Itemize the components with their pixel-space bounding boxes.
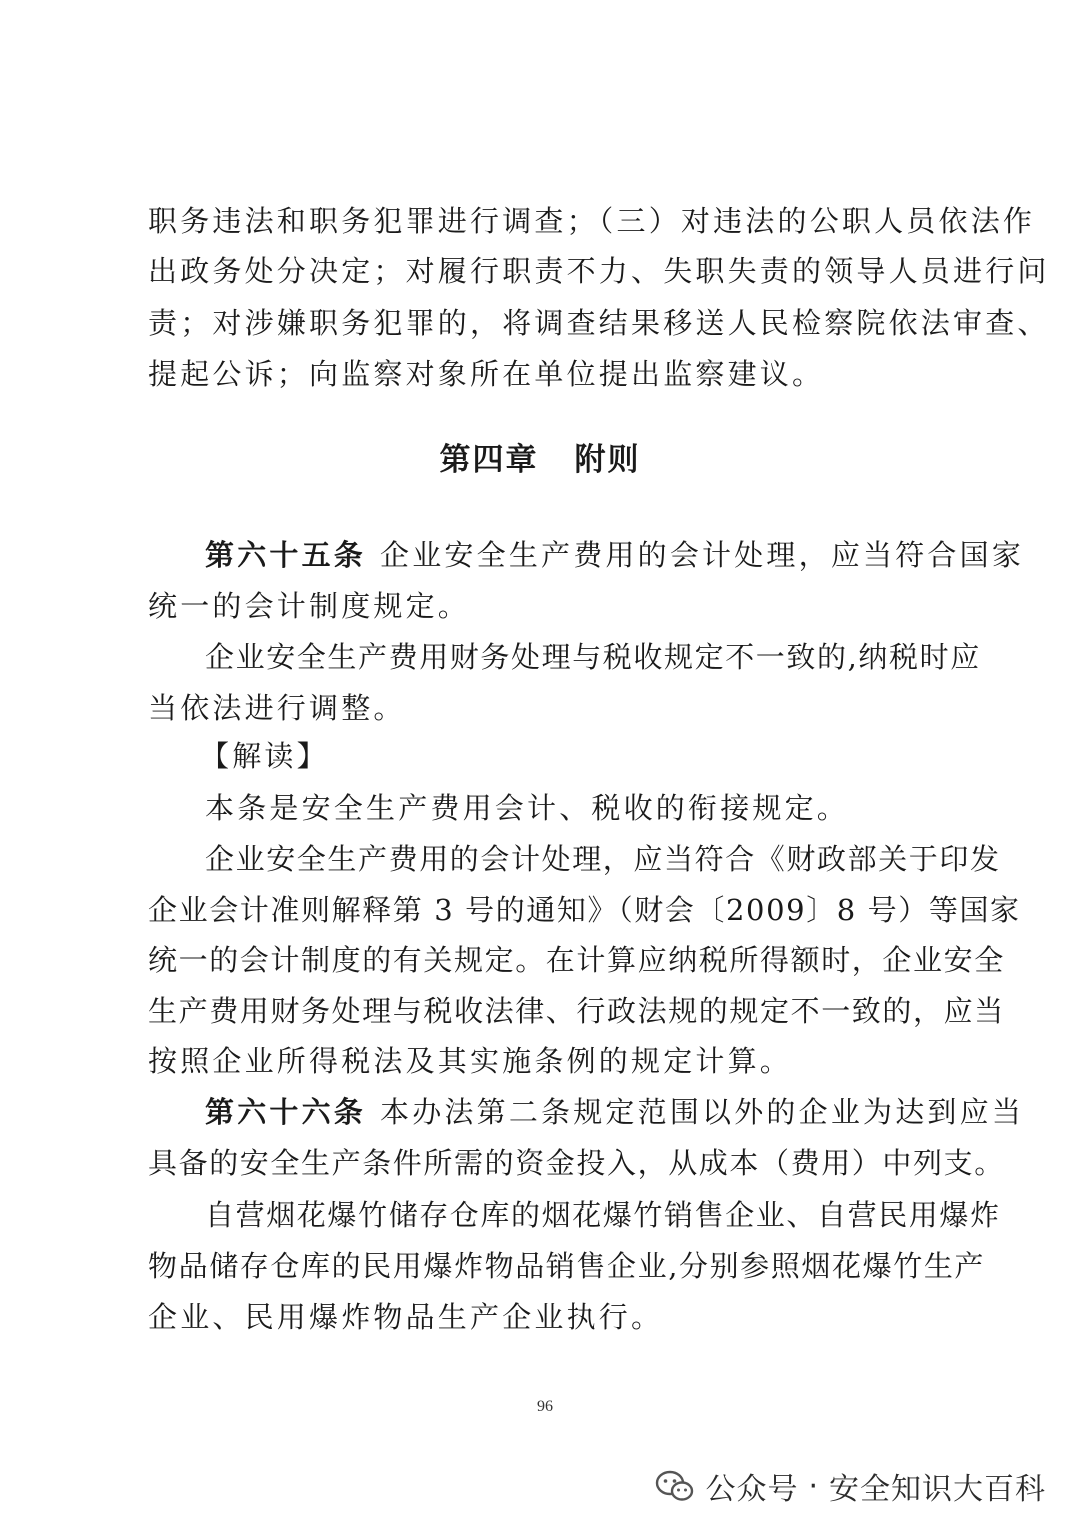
article-65-text: 企业安全生产费用的会计处理，应当符合国家 (380, 538, 1025, 572)
article-66-text: 本办法第二条规定范围以外的企业为达到应当 (380, 1095, 1025, 1129)
article-65-line-1 (205, 535, 1025, 575)
article-65-para2-line-1: 企业安全生产费用财务处理与税收规定不一致的,纳税时应 (205, 640, 981, 674)
article-66-para2-line-3: 企业、民用爆炸物品生产企业执行。 (148, 1300, 664, 1334)
watermark (655, 1464, 1046, 1508)
continued-paragraph-line-1: 职务违法和职务犯罪进行调查；（三）对违法的公职人员依法作 (148, 204, 1036, 238)
article-65-label: 第六十五条 (205, 538, 367, 572)
interpretation-para-2-line-3: 统一的会计制度的有关规定。在计算应纳税所得额时，企业安全 (148, 943, 1005, 977)
article-66-para2-line-2: 物品储存仓库的民用爆炸物品销售企业,分别参照烟花爆竹生产 (148, 1249, 986, 1283)
chapter-heading (0, 440, 1080, 480)
interpretation-para-2-line-2: 企业会计准则解释第 3 号的通知》（财会〔2009〕8 号）等国家 (148, 893, 1021, 927)
continued-paragraph-line-2: 出政务处分决定；对履行职责不力、失职失责的领导人员进行问 (148, 254, 1050, 288)
interpretation-para-1: 本条是安全生产费用会计、税收的衔接规定。 (205, 791, 850, 825)
interpretation-para-2-line-5: 按照企业所得税法及其实施条例的规定计算。 (148, 1044, 793, 1078)
continued-paragraph-line-4: 提起公诉；向监察对象所在单位提出监察建议。 (148, 357, 825, 391)
article-65-para2-line-2: 当依法进行调整。 (148, 691, 406, 725)
article-66-label: 第六十六条 (205, 1095, 367, 1129)
chapter-number: 第四章 (439, 442, 539, 478)
interpretation-heading: 【解读】 (200, 739, 329, 773)
watermark-platform: 公众号 (705, 1472, 799, 1507)
article-66-para2-line-1: 自营烟花爆竹储存仓库的烟花爆竹销售企业、自营民用爆炸 (205, 1198, 1001, 1232)
interpretation-para-2-line-4: 生产费用财务处理与税收法律、行政法规的规定不一致的，应当 (148, 994, 1005, 1028)
interpretation-para-2-line-1: 企业安全生产费用的会计处理，应当符合《财政部关于印发 (205, 842, 1001, 876)
article-65-line-2: 统一的会计制度规定。 (148, 589, 471, 623)
article-66-line-2: 具备的安全生产条件所需的资金投入，从成本（费用）中列支。 (148, 1146, 1005, 1180)
watermark-account: 安全知识大百科 (829, 1472, 1046, 1507)
page-number: 96 (537, 1398, 553, 1415)
wechat-icon (655, 1469, 695, 1503)
watermark-separator: · (808, 1468, 819, 1504)
article-66-line-1 (205, 1092, 1025, 1132)
chapter-title: 附则 (574, 442, 641, 478)
continued-paragraph-line-3: 责；对涉嫌职务犯罪的，将调查结果移送人民检察院依法审查、 (148, 306, 1050, 340)
